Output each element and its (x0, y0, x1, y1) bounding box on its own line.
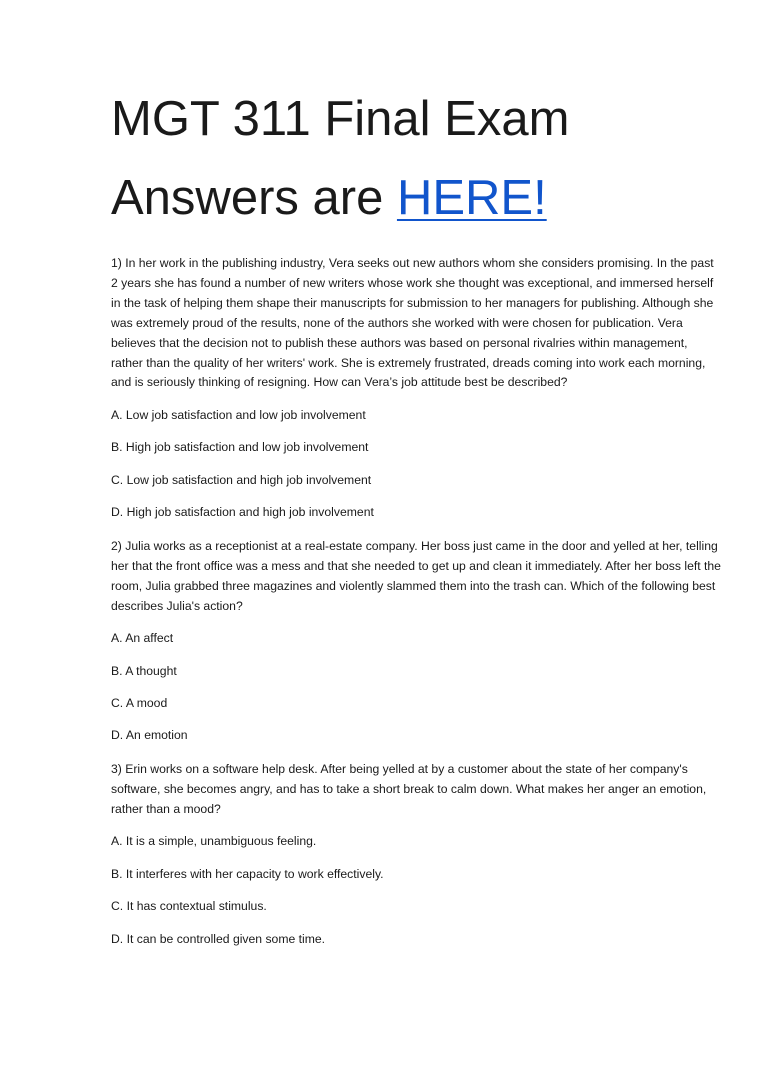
question-1-option-c: C. Low job satisfaction and high job involvement (111, 472, 372, 487)
question-3-text: 3) Erin works on a software help desk. After being yelled at by a customer about the state of her company's software, she becomes angry, and has to take a short break to calm down. What makes her anger an emotion, rather than a mood? (111, 762, 707, 817)
question-1-option-b: B. High job satisfaction and low job involvement (111, 440, 369, 455)
question-2-option-b: B. A thought (111, 663, 177, 678)
question-2-option-d: D. An emotion (111, 728, 188, 743)
question-2-option-c: C. A mood (111, 695, 168, 710)
question-3-option-a: A. It is a simple, unambiguous feeling. (111, 834, 317, 849)
question-1-option-a: A. Low job satisfaction and low job involvement (111, 407, 366, 422)
title-line-1: MGT 311 Final Exam (111, 92, 570, 146)
question-2-option-a: A. An affect (111, 631, 174, 646)
title-line-2-prefix: Answers are (111, 171, 397, 225)
question-3-option-b: B. It interferes with her capacity to work effectively. (111, 866, 384, 881)
here-link[interactable]: HERE! (396, 171, 547, 225)
question-2-text: 2) Julia works as a receptionist at a real-estate company. Her boss just came in the door and yelled at her, telling her that the front office was a mess and that she needed to get up and clean it immediately. After her boss left the room, Julia grabbed three magazines and violently slammed them into the trash can. Which of the following best describes Julia's action? (111, 538, 721, 613)
question-3-option-c: C. It has contextual stimulus. (111, 899, 267, 914)
question-3-option-d: D. It can be controlled given some time. (111, 931, 326, 946)
page-title (111, 80, 721, 238)
question-1-text: 1) In her work in the publishing industry, Vera seeks out new authors whom she considers promising. In the past 2 years she has found a number of new writers whose work she thought was exceptional, and immersed herself in the task of helping them shape their manuscripts for submission to her managers for publishing. Although she was extremely proud of the results, none of the authors she worked with were chosen for publication. Vera believes that the decision not to publish these authors was based on personal rivalries within management, rather than the quality of her writers' work. She is extremely frustrated, dreads coming into work each morning, and is seriously thinking of resigning. How can Vera’s job attitude best be described? (111, 256, 714, 390)
document-page (111, 80, 721, 950)
question-1-option-d: D. High job satisfaction and high job involvement (111, 505, 374, 520)
